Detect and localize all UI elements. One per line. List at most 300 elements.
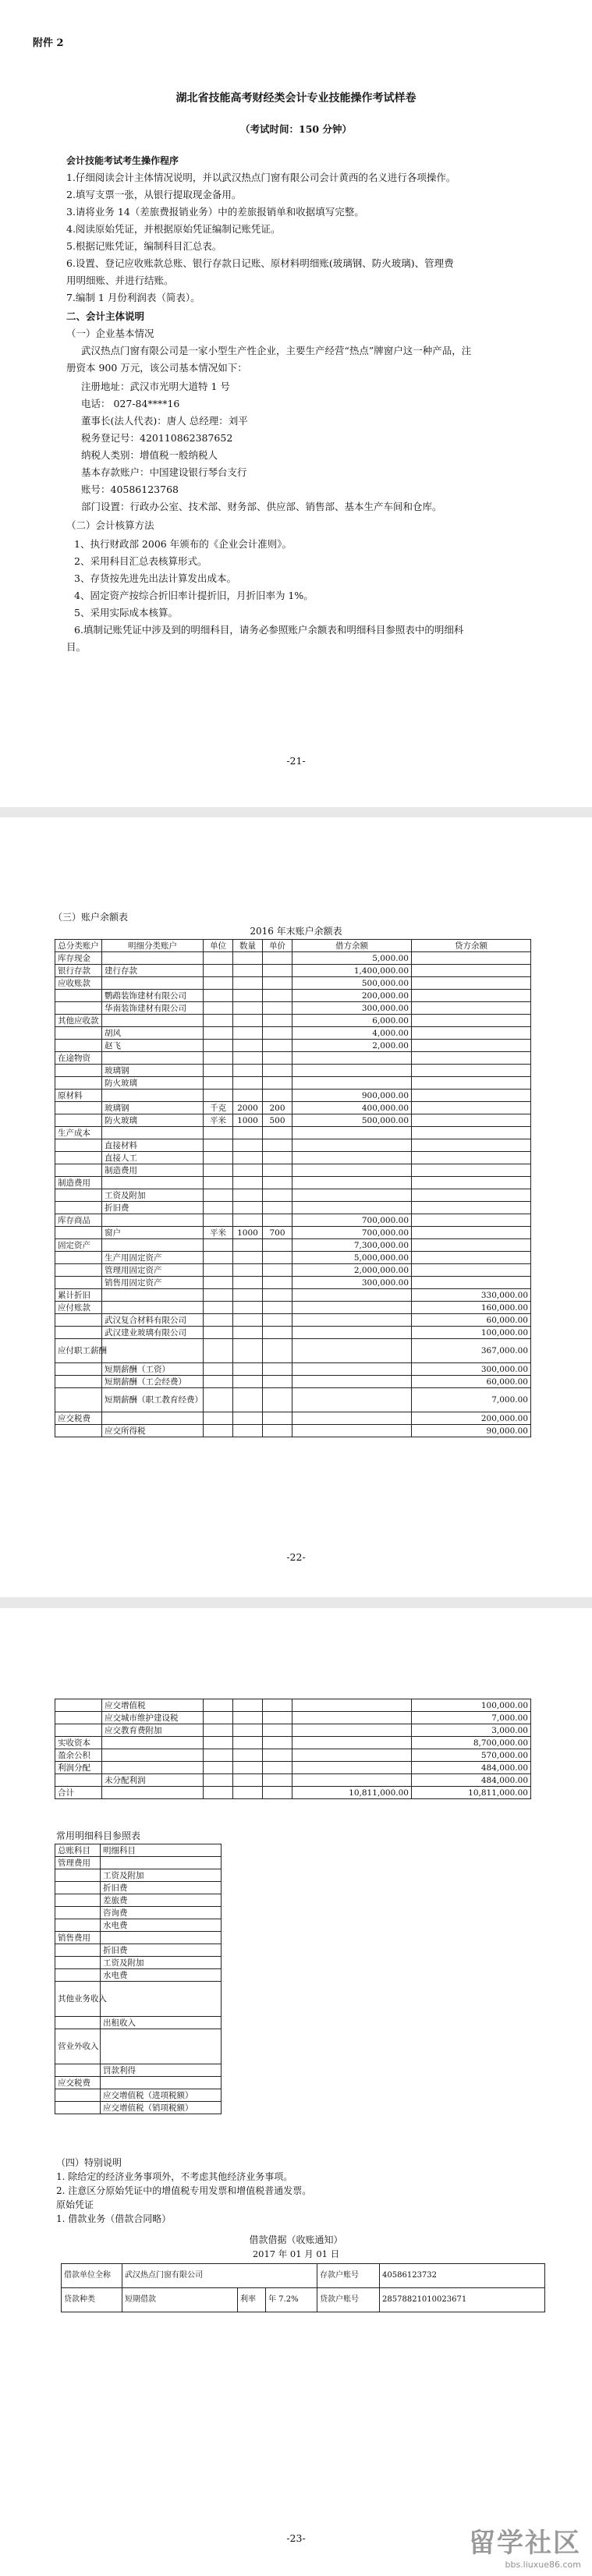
basic-info: 注册地址：武汉市光明大道特 1 号 [81, 381, 230, 392]
watermark-url: bbs.liuxue86.com [505, 2560, 581, 2570]
quantity-cell [233, 965, 263, 977]
price-cell [263, 1376, 292, 1388]
note-line: 原始凭证 [56, 2199, 94, 2210]
quantity-cell [233, 1139, 263, 1152]
table-row [55, 1376, 531, 1388]
quantity-cell [233, 1388, 263, 1412]
debit-cell [292, 1774, 412, 1787]
price-cell [263, 1314, 292, 1327]
procedure-line: 5.根据记账凭证，编制科目汇总表。 [66, 240, 222, 252]
table-row [55, 1015, 531, 1027]
credit-cell: 7,000.00 [412, 1388, 531, 1412]
unit-cell [204, 1077, 233, 1090]
subaccount-cell: 短期薪酬（工会经费） [102, 1376, 204, 1388]
price-cell [263, 1177, 292, 1189]
subaccount-cell: 短期薪酬（工资） [102, 1363, 204, 1376]
reference-table-title: 常用明细科目参照表 [56, 1830, 141, 1841]
table-row [55, 1969, 222, 1982]
watermark [469, 2521, 581, 2570]
unit-cell [204, 1239, 233, 1252]
ledger-account-cell [55, 2017, 101, 2029]
credit-cell [412, 1214, 531, 1227]
unit-cell [204, 1252, 233, 1264]
debit-cell [292, 1412, 412, 1425]
exam-title: 湖北省技能高考财经类会计专业技能操作考试样卷 [175, 92, 417, 105]
quantity-cell: 2000 [233, 1102, 263, 1114]
account-cell: 制造费用 [55, 1177, 102, 1189]
quantity-cell [233, 1214, 263, 1227]
debit-cell [292, 1152, 412, 1164]
quantity-cell [233, 1002, 263, 1015]
debit-cell [292, 1314, 412, 1327]
account-cell [55, 1189, 102, 1202]
account-cell [55, 1388, 102, 1412]
unit-cell [204, 1376, 233, 1388]
quantity-cell [233, 990, 263, 1002]
quantity-cell [233, 1252, 263, 1264]
unit-cell [204, 1002, 233, 1015]
credit-cell [412, 1177, 531, 1189]
note-line: 2. 注意区分原始凭证中的增值税专用发票和增值税普通发票。 [56, 2185, 312, 2196]
debit-cell [292, 1164, 412, 1177]
unit-cell: 千克 [204, 1102, 233, 1114]
subaccount-cell: 应交教育费附加 [102, 1724, 204, 1737]
table-row [55, 1052, 531, 1065]
quantity-cell: 1000 [233, 1114, 263, 1127]
subaccount-cell [102, 1177, 204, 1189]
credit-cell [412, 1152, 531, 1164]
entity-heading: 二、会计主体说明 [66, 310, 145, 322]
unit-cell [204, 977, 233, 990]
table-row [55, 1202, 531, 1214]
unit-cell [204, 1749, 233, 1762]
account-cell [55, 1252, 102, 1264]
header-cell: 总分类账户 [55, 940, 102, 952]
debit-cell [292, 1065, 412, 1077]
credit-cell: 570,000.00 [412, 1749, 531, 1762]
price-cell [263, 1189, 292, 1202]
receipt-date: 2017 年 01 月 01 日 [252, 2248, 340, 2259]
price-cell [263, 1239, 292, 1252]
table-row [55, 1363, 531, 1376]
page-number: -22- [286, 1551, 306, 1563]
subaccount-cell: 赵飞 [102, 1040, 204, 1052]
subaccount-cell: 胡风 [102, 1027, 204, 1040]
account-cell: 在途物资 [55, 1052, 102, 1065]
price-cell: 700 [263, 1227, 292, 1239]
account-cell [55, 1774, 102, 1787]
debit-cell: 6,000.00 [292, 1015, 412, 1027]
exam-time: （考试时间：150 分钟） [240, 123, 352, 135]
detail-account-cell: 应交增值税（进项税额） [101, 2089, 222, 2102]
quantity-cell [233, 952, 263, 965]
price-cell [263, 1090, 292, 1102]
table-row [55, 1957, 222, 1969]
ledger-account-cell [55, 1907, 101, 1919]
price-cell [263, 1787, 292, 1799]
price-cell: 200 [263, 1102, 292, 1114]
table-row [55, 1737, 531, 1749]
account-cell: 应付账款 [55, 1302, 102, 1314]
debit-cell [292, 1737, 412, 1749]
account-cell: 实收资本 [55, 1737, 102, 1749]
debit-cell [292, 1712, 412, 1724]
price-cell [263, 1214, 292, 1227]
account-cell [55, 1314, 102, 1327]
debit-cell: 500,000.00 [292, 977, 412, 990]
quantity-cell [233, 1164, 263, 1177]
credit-cell [412, 1027, 531, 1040]
debit-cell [292, 1139, 412, 1152]
quantity-cell [233, 1339, 263, 1363]
debit-cell: 5,000.00 [292, 952, 412, 965]
attachment-label: 附件 2 [33, 37, 64, 49]
table-row [55, 1882, 222, 1894]
balance-table [55, 939, 531, 1437]
price-cell [263, 1749, 292, 1762]
ledger-account-cell [55, 1957, 101, 1969]
credit-cell: 3,000.00 [412, 1724, 531, 1737]
accounting-line: 6.填制记账凭证中涉及到的明细科目，请务必参照账户余额表和明细科目参照表中的明细科 [74, 624, 464, 636]
procedure-heading: 会计技能考试考生操作程序 [66, 155, 179, 166]
debit-cell: 300,000.00 [292, 1277, 412, 1289]
detail-account-cell: 折旧费 [101, 1944, 222, 1957]
credit-cell [412, 1202, 531, 1214]
account-cell: 库存商品 [55, 1214, 102, 1227]
price-cell [263, 1264, 292, 1277]
detail-account-cell [101, 1932, 222, 1944]
account-cell: 合计 [55, 1787, 102, 1799]
price-cell [263, 1052, 292, 1065]
unit-cell [204, 1202, 233, 1214]
debit-cell: 700,000.00 [292, 1214, 412, 1227]
table-row [55, 1857, 222, 1869]
table-row [55, 952, 531, 965]
account-cell [55, 1712, 102, 1724]
quantity-cell [233, 1152, 263, 1164]
account-cell: 生产成本 [55, 1127, 102, 1139]
credit-cell [412, 977, 531, 990]
account-cell: 固定资产 [55, 1239, 102, 1252]
table-row [55, 1749, 531, 1762]
account-cell [55, 990, 102, 1002]
subaccount-cell: 未分配利润 [102, 1774, 204, 1787]
debit-cell [292, 1425, 412, 1437]
debit-cell [292, 1052, 412, 1065]
quantity-cell [233, 1177, 263, 1189]
credit-cell [412, 1114, 531, 1127]
price-cell [263, 1065, 292, 1077]
account-cell [55, 1264, 102, 1277]
unit-cell [204, 1289, 233, 1302]
receipt-label: 贷款户账号 [317, 2288, 380, 2312]
page-number: -23- [286, 2532, 306, 2544]
table-row [55, 1932, 222, 1944]
subaccount-cell: 制造费用 [102, 1164, 204, 1177]
table-row [55, 1002, 531, 1015]
procedure-line: 7.编制 1 月份利润表（简表）。 [66, 292, 200, 303]
credit-cell [412, 1015, 531, 1027]
table-row [55, 1164, 531, 1177]
table-header [55, 1844, 222, 1857]
quantity-cell [233, 1749, 263, 1762]
credit-cell [412, 1277, 531, 1289]
header-cell: 借方余额 [292, 940, 412, 952]
detail-account-cell: 应交增值税（销项税额） [101, 2102, 222, 2114]
detail-account-cell: 罚款利得 [101, 2064, 222, 2077]
basic-info: 基本存款账户：中国建设银行琴台支行 [81, 466, 247, 478]
table-row [55, 990, 531, 1002]
price-cell [263, 1139, 292, 1152]
quantity-cell [233, 1052, 263, 1065]
quantity-cell: 1000 [233, 1227, 263, 1239]
table-row [55, 1040, 531, 1052]
ledger-account-cell [55, 2064, 101, 2077]
credit-cell: 8,700,000.00 [412, 1737, 531, 1749]
accounting-line: 5、采用实际成本核算。 [74, 607, 178, 618]
account-cell [55, 1077, 102, 1090]
account-cell: 应交税费 [55, 1412, 102, 1425]
detail-account-cell [101, 2029, 222, 2064]
table-row [55, 1027, 531, 1040]
subaccount-cell [102, 1339, 204, 1363]
debit-cell [292, 1189, 412, 1202]
quantity-cell [233, 1774, 263, 1787]
subaccount-cell: 直接材料 [102, 1139, 204, 1152]
quantity-cell [233, 1363, 263, 1376]
header-cell: 明细科目 [101, 1844, 222, 1857]
quantity-cell [233, 1724, 263, 1737]
quantity-cell [233, 1787, 263, 1799]
ledger-account-cell [55, 2102, 101, 2114]
ledger-account-cell [55, 1894, 101, 1907]
debit-cell [292, 1724, 412, 1737]
table-row [55, 1762, 531, 1774]
account-cell [55, 1152, 102, 1164]
subaccount-cell [102, 1052, 204, 1065]
detail-account-cell: 水电费 [101, 1919, 222, 1932]
quantity-cell [233, 1314, 263, 1327]
basic-intro: 册资本 900 万元，该公司基本情况如下： [66, 362, 247, 374]
debit-cell: 5,000,000.00 [292, 1252, 412, 1264]
price-cell [263, 1699, 292, 1712]
table-row [55, 2029, 222, 2064]
account-cell: 利润分配 [55, 1762, 102, 1774]
basic-info: 税务登记号：420110862387652 [81, 432, 233, 444]
price-cell [263, 1774, 292, 1787]
price-cell [263, 1724, 292, 1737]
unit-cell [204, 990, 233, 1002]
credit-cell [412, 1077, 531, 1090]
credit-cell [412, 1065, 531, 1077]
ledger-account-cell [55, 1969, 101, 1982]
account-cell [55, 1065, 102, 1077]
quantity-cell [233, 1277, 263, 1289]
subaccount-cell: 工资及附加 [102, 1189, 204, 1202]
subaccount-cell [102, 1015, 204, 1027]
price-cell [263, 990, 292, 1002]
price-cell [263, 1425, 292, 1437]
table-row [55, 1302, 531, 1314]
price-cell [263, 1302, 292, 1314]
basic-info: 董事长(法人代表)：唐人 总经理：刘平 [81, 415, 248, 427]
account-cell [55, 1724, 102, 1737]
price-cell [263, 1015, 292, 1027]
balance-table-title: 2016 年末账户余额表 [250, 926, 342, 937]
subaccount-cell [102, 1127, 204, 1139]
ledger-account-cell [55, 1882, 101, 1894]
credit-cell: 7,000.00 [412, 1712, 531, 1724]
ledger-account-cell [55, 1944, 101, 1957]
subaccount-cell [102, 952, 204, 965]
account-cell [55, 1002, 102, 1015]
price-cell [263, 1077, 292, 1090]
account-cell [55, 1327, 102, 1339]
ledger-account-cell: 销售费用 [55, 1932, 101, 1944]
credit-cell [412, 1139, 531, 1152]
quantity-cell [233, 1239, 263, 1252]
credit-cell [412, 1189, 531, 1202]
account-cell: 应收账款 [55, 977, 102, 990]
unit-cell [204, 1139, 233, 1152]
unit-cell [204, 1027, 233, 1040]
subaccount-cell: 玻璃钢 [102, 1065, 204, 1077]
debit-cell [292, 1363, 412, 1376]
detail-account-cell: 工资及附加 [101, 1957, 222, 1969]
table-row [55, 1177, 531, 1189]
unit-cell [204, 1264, 233, 1277]
quantity-cell [233, 1699, 263, 1712]
credit-cell: 200,000.00 [412, 1412, 531, 1425]
subaccount-cell: 折旧费 [102, 1202, 204, 1214]
quantity-cell [233, 1090, 263, 1102]
detail-account-cell: 咨询费 [101, 1907, 222, 1919]
credit-cell: 484,000.00 [412, 1774, 531, 1787]
unit-cell [204, 1189, 233, 1202]
debit-cell [292, 1202, 412, 1214]
subaccount-cell: 窗户 [102, 1227, 204, 1239]
table-row [55, 1944, 222, 1957]
debit-cell: 700,000.00 [292, 1227, 412, 1239]
table-row [55, 1907, 222, 1919]
subaccount-cell: 武汉复合材料有限公司 [102, 1314, 204, 1327]
quantity-cell [233, 1412, 263, 1425]
notes-heading: （四）特别说明 [56, 2157, 122, 2168]
quantity-cell [233, 1289, 263, 1302]
price-cell [263, 1040, 292, 1052]
subaccount-cell [102, 1090, 204, 1102]
receipt-label: 利率 [238, 2288, 266, 2312]
table-row [55, 1787, 531, 1799]
table-row [55, 1327, 531, 1339]
header-cell: 单位 [204, 940, 233, 952]
note-line: 1. 除给定的经济业务事项外，不考虑其他经济业务事项。 [56, 2171, 293, 2182]
debit-cell: 2,000.00 [292, 1040, 412, 1052]
credit-cell [412, 1164, 531, 1177]
account-cell [55, 1277, 102, 1289]
table-row [55, 1264, 531, 1277]
quantity-cell [233, 1327, 263, 1339]
quantity-cell [233, 977, 263, 990]
debit-cell: 4,000.00 [292, 1027, 412, 1040]
credit-cell: 10,811,000.00 [412, 1787, 531, 1799]
price-cell [263, 1027, 292, 1040]
receipt-table [61, 2263, 545, 2312]
account-cell: 应付职工薪酬 [55, 1339, 102, 1363]
account-cell: 库存现金 [55, 952, 102, 965]
price-cell [263, 1002, 292, 1015]
unit-cell [204, 965, 233, 977]
unit-cell: 平米 [204, 1227, 233, 1239]
quantity-cell [233, 1027, 263, 1040]
price-cell [263, 1363, 292, 1376]
quantity-cell [233, 1189, 263, 1202]
account-cell [55, 1425, 102, 1437]
subaccount-cell: 管理用固定资产 [102, 1264, 204, 1277]
unit-cell [204, 1762, 233, 1774]
credit-cell [412, 1002, 531, 1015]
debit-cell [292, 1699, 412, 1712]
table-row [55, 1388, 531, 1412]
account-cell: 银行存款 [55, 965, 102, 977]
procedure-line: 4.阅读原始凭证，并根据原始凭证编制记账凭证。 [66, 223, 281, 235]
quantity-cell [233, 1264, 263, 1277]
debit-cell [292, 1302, 412, 1314]
price-cell [263, 1164, 292, 1177]
table-row [55, 1919, 222, 1932]
procedure-line: 3.请将业务 14（差旅费报销业务）中的差旅报销单和收据填写完整。 [66, 206, 364, 218]
price-cell [263, 1327, 292, 1339]
unit-cell [204, 1699, 233, 1712]
table-row [55, 1869, 222, 1882]
accounting-line: 1、执行财政部 2006 年颁布的《企业会计准则》。 [74, 538, 292, 550]
table-row [55, 1077, 531, 1090]
credit-cell [412, 990, 531, 1002]
header-cell: 数量 [233, 940, 263, 952]
ledger-account-cell: 其他业务收入 [55, 1982, 101, 2017]
debit-cell: 900,000.00 [292, 1090, 412, 1102]
table-header [55, 940, 531, 952]
receipt-value: 年 7.2% [266, 2288, 317, 2312]
detail-account-cell: 出租收入 [101, 2017, 222, 2029]
table-row [55, 1152, 531, 1164]
subaccount-cell [102, 1239, 204, 1252]
unit-cell: 平米 [204, 1114, 233, 1127]
debit-cell [292, 1762, 412, 1774]
subaccount-cell [102, 1737, 204, 1749]
unit-cell [204, 1314, 233, 1327]
accounting-line: 4、固定资产按综合折旧率计提折旧，月折旧率为 1%。 [74, 590, 314, 601]
table-row [55, 1699, 531, 1712]
header-cell: 明细分类账户 [102, 940, 204, 952]
unit-cell [204, 1388, 233, 1412]
balance-table-continued [55, 1699, 531, 1799]
page-22 [0, 817, 592, 1597]
account-cell: 原材料 [55, 1090, 102, 1102]
unit-cell [204, 1712, 233, 1724]
quantity-cell [233, 1376, 263, 1388]
subaccount-cell [102, 977, 204, 990]
unit-cell [204, 1214, 233, 1227]
detail-account-cell [101, 1982, 222, 2017]
debit-cell: 500,000.00 [292, 1114, 412, 1127]
account-cell [55, 1202, 102, 1214]
receipt-label: 借款单位全称 [62, 2264, 122, 2288]
subaccount-cell: 应交城市维护建设税 [102, 1712, 204, 1724]
table-row [55, 1894, 222, 1907]
procedure-line: 用明细账、并进行结账。 [66, 275, 174, 286]
table-row [55, 1339, 531, 1363]
